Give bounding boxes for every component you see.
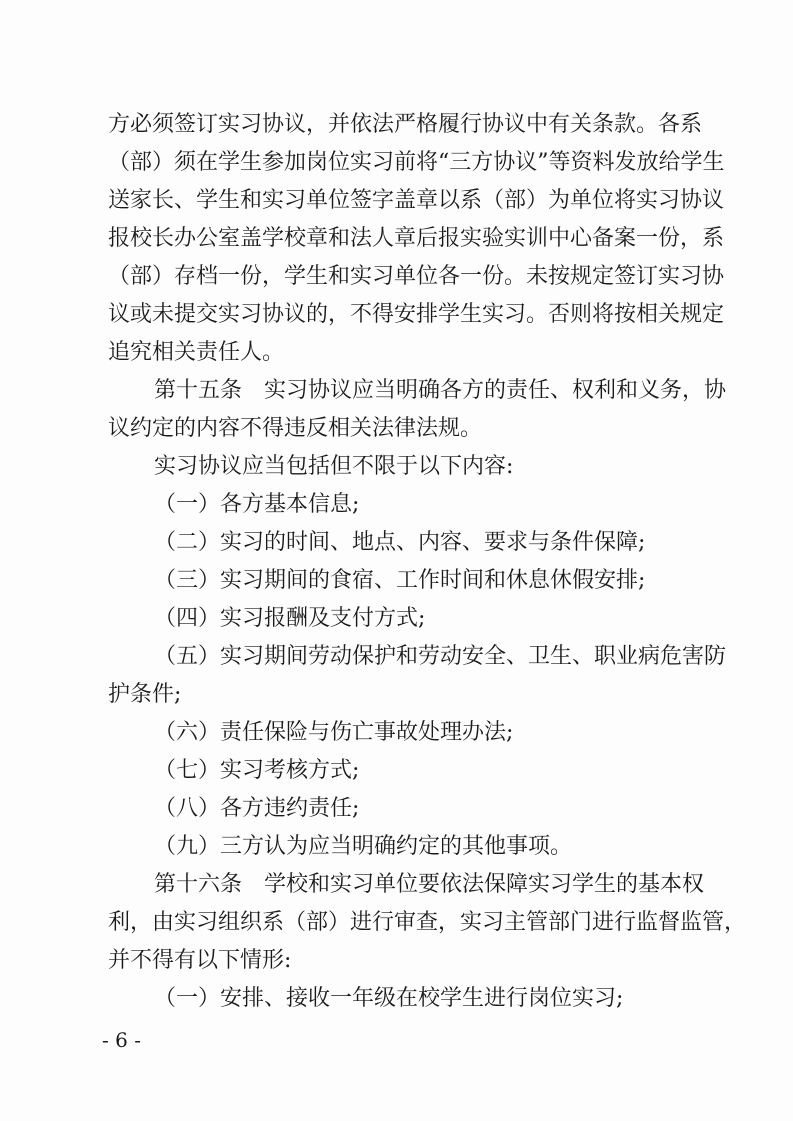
page-number: - 6 - <box>102 1028 141 1052</box>
text-line: 方必须签订实习协议，并依法严格履行协议中有关条款。各系 <box>108 112 703 137</box>
list-item: （三）实习期间的食宿、工作时间和休息休假安排; <box>154 568 646 593</box>
text-line: 报校长办公室盖学校章和法人章后报实验实训中心备案一份，系 <box>108 226 725 251</box>
document-body <box>108 106 747 1018</box>
text-line: 利，由实习组织系（部）进行审查，实习主管部门进行监督监管， <box>108 910 747 935</box>
list-item: （一）各方基本信息; <box>154 492 360 517</box>
text-line: 并不得有以下情形: <box>108 948 292 973</box>
text-line: 议约定的内容不得违反相关法律法规。 <box>108 416 483 441</box>
list-item: （八）各方违约责任; <box>154 796 360 821</box>
article-15-heading-line: 第十五条 实习协议应当明确各方的责任、权利和义务，协 <box>154 378 727 403</box>
text-line: 实习协议应当包括但不限于以下内容: <box>154 454 514 479</box>
text-line: 追究相关责任人。 <box>108 340 285 365</box>
article-16-heading-line: 第十六条 学校和实习单位要依法保障实习学生的基本权 <box>154 872 705 897</box>
list-item-continuation: 护条件; <box>108 682 182 707</box>
list-item: （五）实习期间劳动保护和劳动安全、卫生、职业病危害防 <box>154 644 727 669</box>
text-line: 送家长、学生和实习单位签字盖章以系（部）为单位将实习协议 <box>108 188 725 213</box>
list-item: （七）实习考核方式; <box>154 758 360 783</box>
text-line: （部）须在学生参加岗位实习前将“三方协议”等资料发放给学生 <box>108 150 725 175</box>
list-item: （四）实习报酬及支付方式; <box>154 606 426 631</box>
list-item: （九）三方认为应当明确约定的其他事项。 <box>154 834 573 859</box>
text-line: 议或未提交实习协议的，不得安排学生实习。否则将按相关规定 <box>108 302 725 327</box>
text-line: （部）存档一份，学生和实习单位各一份。未按规定签订实习协 <box>108 264 725 289</box>
list-item: （二）实习的时间、地点、内容、要求与条件保障; <box>154 530 646 555</box>
list-item: （一）安排、接收一年级在校学生进行岗位实习; <box>154 986 624 1011</box>
list-item: （六）责任保险与伤亡事故处理办法; <box>154 720 514 745</box>
